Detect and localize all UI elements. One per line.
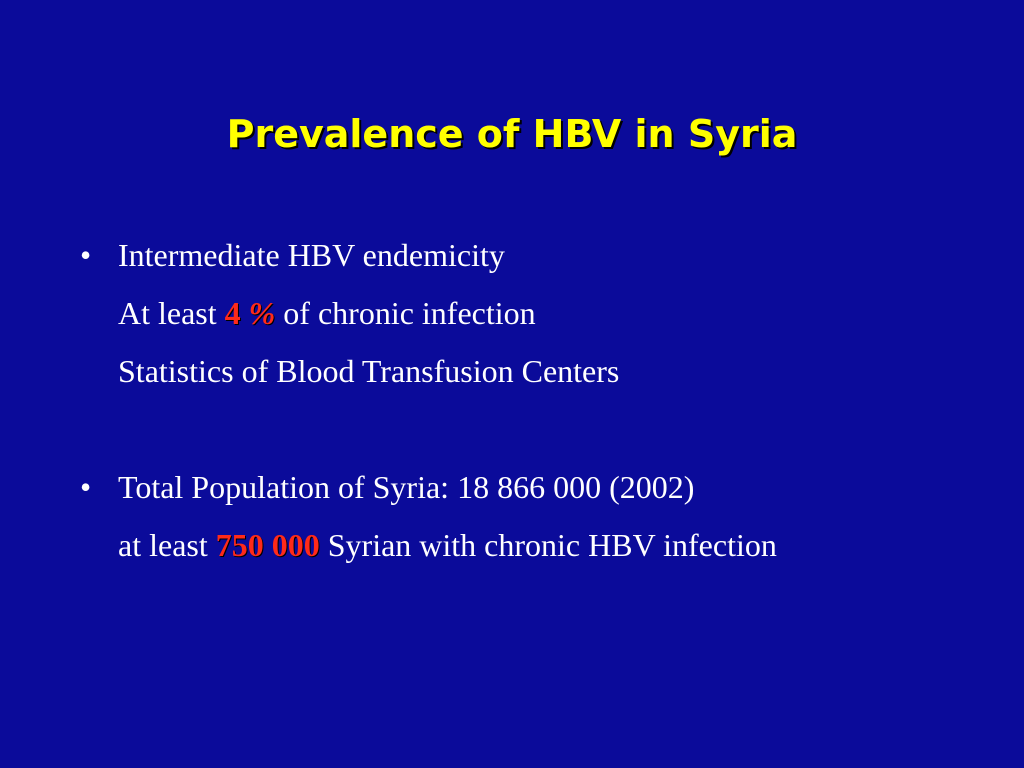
bullet-text: Total Population of Syria: 18 866 000 (2002) [118,469,695,505]
highlight-spacer [241,295,249,331]
slide-title: Prevalence of HBV in Syria [226,112,798,156]
subline-suffix: Syrian with chronic HBV infection [319,527,777,563]
bullet-icon: • [80,237,92,273]
bullet-item [80,226,1000,284]
spacer [80,400,1000,458]
bullet-item [80,458,1000,516]
highlight-percent-value: 4 [224,295,241,331]
bullet-subline [80,342,1000,400]
subline-prefix: at least [118,527,216,563]
bullet-icon: • [80,469,92,505]
highlight-percent-unit: % [248,295,276,331]
bullet-text: Intermediate HBV endemicity [118,237,505,273]
bullet-subline [80,516,1000,574]
slide-body [80,226,1000,574]
subline-prefix: At least [118,295,225,331]
bullet-subline [80,284,1000,342]
subline-text: Statistics of Blood Transfusion Centers [118,353,620,389]
subline-suffix: of chronic infection [275,295,536,331]
highlight-count: 750 000 [215,527,320,563]
